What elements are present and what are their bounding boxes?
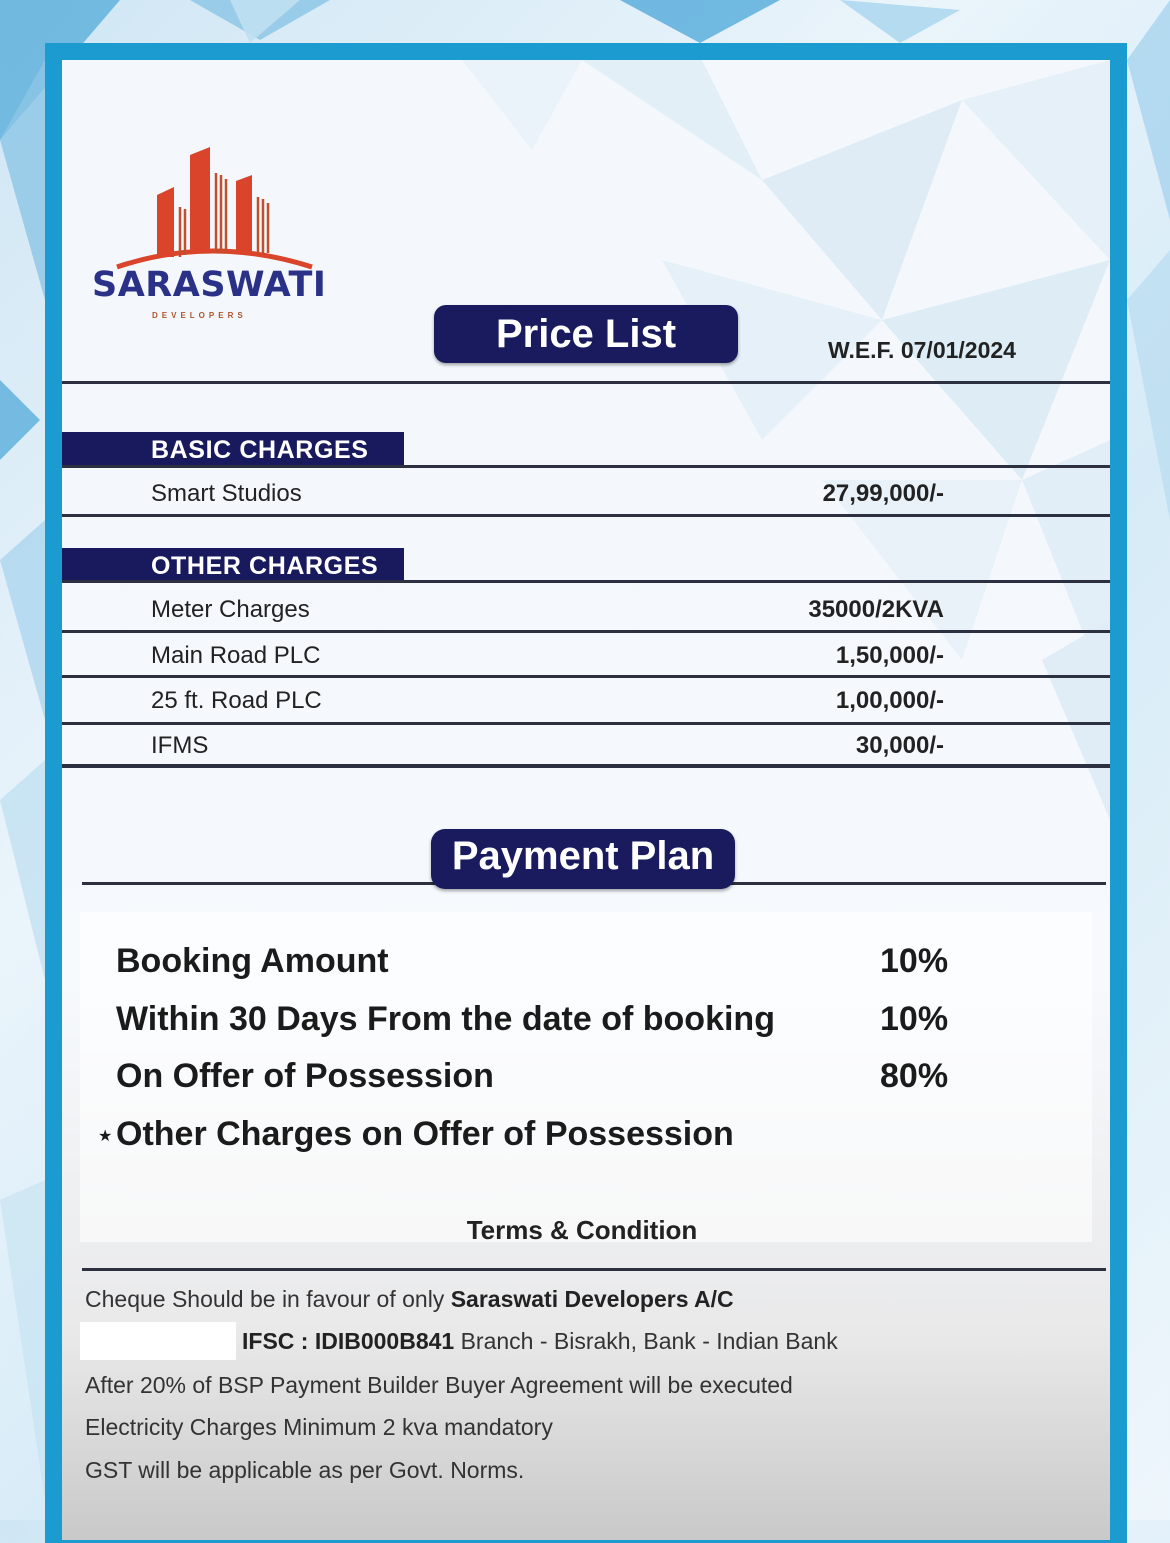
charge-label: Main Road PLC — [151, 642, 321, 669]
divider — [82, 1268, 1106, 1271]
charge-value: 35000/2KVA — [808, 596, 944, 623]
charge-label: Smart Studios — [151, 480, 302, 507]
divider — [62, 514, 1110, 517]
payment-note: Other Charges on Offer of Possession — [116, 1115, 734, 1153]
bank-branch: Branch - Bisrakh, Bank - Indian Bank — [454, 1328, 838, 1354]
payment-stage-label: Within 30 Days From the date of booking — [116, 1000, 775, 1038]
price-list-sheet — [62, 60, 1110, 1540]
term-bank-details — [242, 1328, 838, 1355]
charge-value: 1,00,000/- — [835, 687, 944, 714]
terms-title: Terms & Condition — [466, 1215, 698, 1245]
payment-stage-label: Booking Amount — [116, 942, 389, 980]
section-heading-other-charges: OTHER CHARGES — [62, 548, 404, 582]
term-cheque — [85, 1286, 734, 1313]
redacted-account-number — [80, 1322, 236, 1360]
payment-stage-percent: 80% — [880, 1057, 949, 1095]
term-line: After 20% of BSP Payment Builder Buyer Agreement will be executed — [85, 1372, 793, 1398]
payment-stage-percent: 10% — [880, 1000, 949, 1038]
term-line: GST will be applicable as per Govt. Norms. — [85, 1457, 525, 1483]
star-icon: ★ — [98, 1128, 113, 1145]
divider — [62, 675, 1110, 678]
company-logo — [92, 145, 342, 325]
divider — [62, 381, 1110, 384]
payment-stage-label: On Offer of Possession — [116, 1057, 494, 1095]
term-line: Electricity Charges Minimum 2 kva mandatory — [85, 1414, 553, 1440]
divider — [62, 580, 1110, 583]
divider — [62, 722, 1110, 725]
divider — [62, 630, 1110, 633]
ifsc-code: IFSC : IDIB000B841 — [242, 1328, 455, 1354]
cheque-payee: Saraswati Developers A/C — [450, 1286, 734, 1312]
charge-value: 27,99,000/- — [822, 480, 944, 507]
divider — [62, 764, 1110, 768]
charge-label: IFMS — [151, 732, 209, 759]
cheque-text: Cheque Should be in favour of only — [85, 1286, 451, 1312]
payment-plan-title: Payment Plan — [431, 829, 735, 889]
charge-value: 1,50,000/- — [835, 642, 944, 669]
section-heading-basic-charges: BASIC CHARGES — [62, 432, 404, 466]
logo-subtitle: DEVELOPERS — [152, 311, 247, 320]
charge-value: 30,000/- — [855, 732, 944, 759]
building-logo-icon — [92, 145, 342, 270]
charge-label: Meter Charges — [151, 596, 310, 623]
price-list-title: Price List — [434, 305, 738, 363]
charge-label: 25 ft. Road PLC — [151, 687, 322, 714]
divider — [62, 465, 1110, 468]
payment-stage-percent: 10% — [880, 942, 949, 980]
effective-date: W.E.F. 07/01/2024 — [828, 337, 1016, 363]
logo-wordmark: SARASWATI — [92, 265, 327, 305]
